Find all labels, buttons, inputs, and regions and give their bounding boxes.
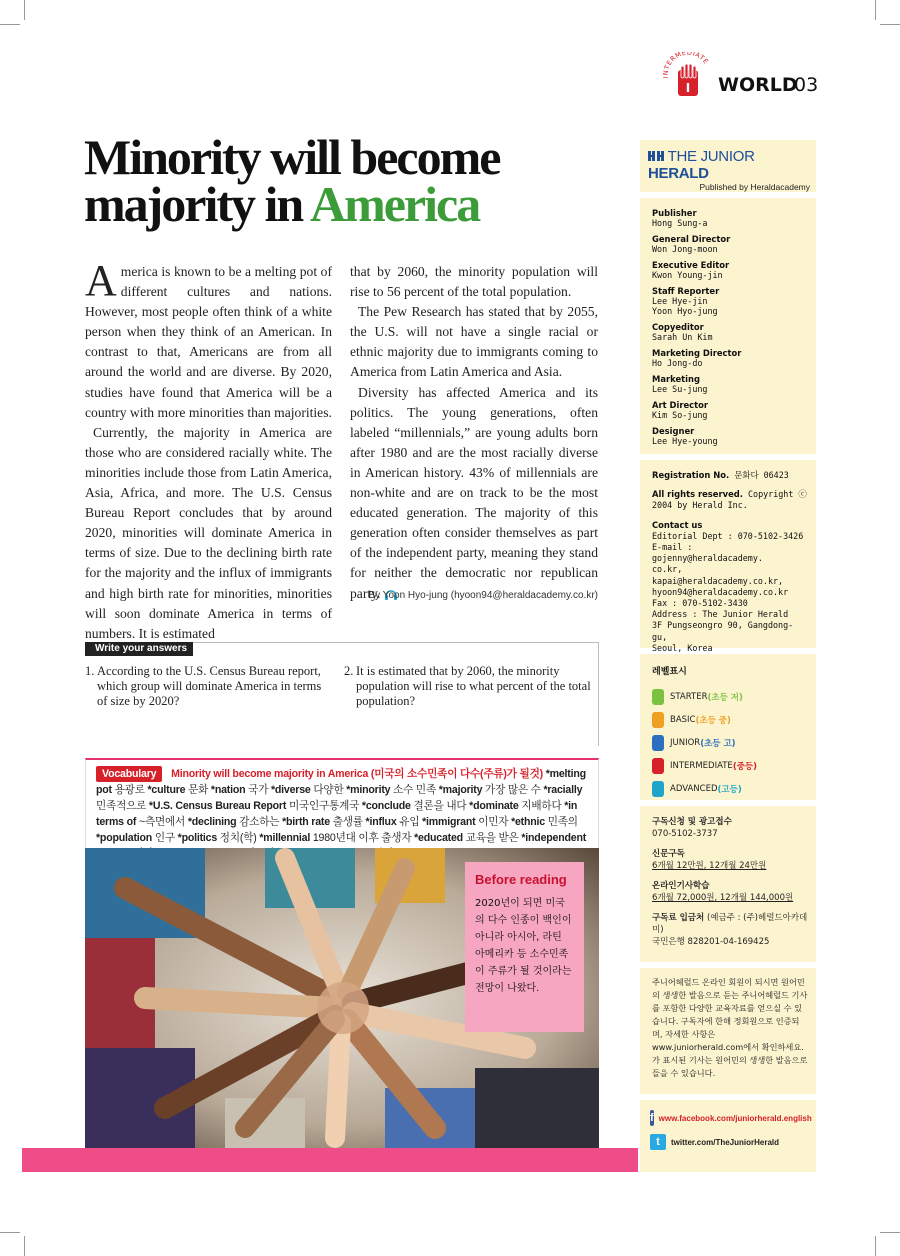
staff-name: Lee Su-jung — [652, 384, 708, 394]
staff-name: Lee Hye-jin — [652, 296, 708, 306]
paper-price: 6개월 12만원, 12개월 24만원 — [652, 861, 767, 871]
vocabulary-item: *immigrant 이민자 — [422, 816, 509, 828]
publication-info-box — [640, 460, 816, 653]
staff-name: Yoon Hyo-jung — [652, 306, 718, 316]
vocabulary-item: *majority 가장 많은 수 — [438, 784, 541, 796]
staff-role: Staff Reporter — [652, 286, 720, 296]
contact-line: E-mail : gojenny@heraldacademy. — [652, 542, 763, 564]
article-paragraph: Currently, the majority in America are those who are considered racially white. The minorities include those from Latin America, Asia, Africa, and more. The U.S. Census Bureau Report concludes that by around 2020, minorities will dominate America in terms of size. Due to the declining birth rate for the majority and the influx of immigrants and high birth rate for minorities, minorities will soon dominate America in terms of numbers. It is estimated — [85, 424, 332, 641]
staff-list — [652, 208, 808, 446]
contact-line: Editorial Dept : 070-5102-3426 — [652, 530, 804, 541]
vocabulary-item: *in terms of ~측면에서 — [96, 800, 578, 828]
vocabulary-item: *politics 정치(학) — [177, 832, 257, 844]
write-answers-label: Write your answers — [85, 642, 193, 656]
staff-name: Sarah Un Kim — [652, 332, 713, 342]
facebook-link[interactable]: f www.facebook.com/juniorherald.english — [650, 1112, 812, 1124]
hand-icon — [652, 758, 664, 774]
staff-role: Art Director — [652, 400, 709, 410]
masthead — [640, 140, 816, 192]
level-item: ADVANCED (고등) — [652, 777, 808, 800]
staff-names — [652, 270, 808, 280]
facebook-icon: f — [650, 1112, 654, 1124]
account-number: 국민은행 828201-04-169425 — [652, 937, 770, 947]
hand-icon — [652, 689, 664, 705]
staff-names — [652, 436, 808, 446]
staff-name: Ho Jong-do — [652, 358, 703, 368]
footer-bar — [22, 1148, 638, 1172]
crop-mark — [880, 24, 900, 25]
hand-icon — [652, 735, 664, 751]
hand-icon — [652, 781, 664, 797]
staff-names — [652, 410, 808, 420]
staff-names — [652, 244, 808, 254]
crop-mark — [24, 1236, 25, 1256]
vocabulary-item: *melting pot 용광로 — [96, 768, 586, 796]
vocabulary-item: *nation 국가 — [210, 784, 269, 796]
article-paragraph: The Pew Research has stated that by 2055, the U.S. will not have a single racial or ethnic majority due to immigrants coming to America from Latin America and Asia. — [350, 304, 598, 380]
question-2: 2. It is estimated that by 2060, the minority population will rise to what percent of the total population? — [344, 664, 591, 708]
staff-role: Designer — [652, 426, 695, 436]
vocabulary-item: *birth rate 출생률 — [282, 816, 363, 828]
twitter-link[interactable]: t twitter.com/TheJuniorHerald — [650, 1130, 810, 1154]
staff-name: Kim So-jung — [652, 410, 708, 420]
contact-label: Contact us — [652, 519, 703, 530]
hand-icon — [652, 712, 664, 728]
staff-names — [652, 296, 808, 316]
vocabulary-item: *declining 감소하는 — [187, 816, 280, 828]
staff-name: Lee Hye-young — [652, 436, 718, 446]
registration-label: Registration No. — [652, 470, 730, 480]
staff-role: Copyeditor — [652, 322, 704, 332]
level-badge — [662, 52, 714, 104]
vocabulary-item: *educated 교육을 받은 — [414, 832, 519, 844]
contact-line: Seoul, Korea — [652, 642, 713, 653]
crop-mark — [875, 0, 876, 20]
staff-names — [652, 384, 808, 394]
staff-role: Publisher — [652, 208, 697, 218]
vocabulary-item: *U.S. Census Bureau Report 미국인구통계국 — [148, 800, 360, 812]
vocabulary-items — [96, 768, 586, 860]
staff-name: Won Jong-moon — [652, 244, 718, 254]
level-item: INTERMEDIATE (중등) — [652, 754, 808, 777]
before-reading-text: 2020년이 되면 미국의 다수 인종이 백인이 아니라 아시아, 라틴 아메리카 등 소수민족이 주류가 될 것이라는 전망이 나왔다. — [475, 898, 572, 994]
vocabulary-title-ko: (미국의 소수민족이 다수(주류)가 될것) — [370, 768, 543, 780]
level-item: STARTER (초등 저) — [652, 685, 808, 708]
contact-line: co.kr, kapai@heraldacademy.co.kr, — [652, 564, 784, 586]
membership-note: 주니어헤럴드 온라인 회원이 되시면 원어민의 생생한 발음으로 듣는 주니어헤럴드 기사를 포함한 다양한 교육자료를 얻으실 수 있습니다. 구독자에 한해 정회원으로 인증되며, 자세한 사항은 www.juniorherald.com에서 확인하세요. 가 표시된 기사는 원어민의 생생한 발음으로 들을 수 있습니다. — [640, 968, 816, 1094]
vocabulary-box — [85, 758, 599, 848]
registration-value: 문화다 06423 — [734, 470, 789, 480]
staff-name: Kwon Young-jin — [652, 270, 723, 280]
article-column-2 — [350, 262, 598, 604]
online-price: 6개월 72,000원, 12개월 144,000원 — [652, 893, 794, 903]
levels-list — [652, 685, 808, 800]
levels-title: 레벨표시 — [652, 667, 687, 677]
contact-details — [652, 531, 808, 665]
paper-title: 신문구독 — [652, 849, 685, 859]
crop-mark — [0, 24, 20, 25]
vocabulary-item: *millennial 1980년대 이후 출생자 — [259, 832, 412, 844]
subscription-box — [640, 806, 816, 962]
before-reading-box — [465, 862, 584, 1032]
level-item: BASIC (초등 중) — [652, 708, 808, 731]
vocabulary-title: Minority will become majority in America — [171, 768, 369, 780]
rights-label: All rights reserved. — [652, 489, 743, 500]
vocabulary-item: *ethnic 민족의 — [511, 816, 578, 828]
crop-mark — [880, 1232, 900, 1233]
published-by: Published by Heraldacademy — [699, 182, 810, 192]
vocabulary-item: *dominate 지배하다 — [469, 800, 562, 812]
byline: By Yoon Hyo-jung (hyoon94@heraldacademy.co.kr) — [368, 590, 598, 601]
subscription-title: 구독신청 및 광고접수 — [652, 817, 732, 827]
twitter-icon: t — [650, 1134, 666, 1150]
level-badge-text: INTERMEDIATE — [662, 52, 711, 79]
level-item: JUNIOR (초등 고) — [652, 731, 808, 754]
rights-value: Copyright ⓒ 2004 by Herald Inc. — [652, 489, 807, 511]
hand-icon — [662, 52, 714, 104]
drop-cap: A — [85, 256, 117, 305]
article-paragraph: America is known to be a melting pot of different cultures and nations. However, most people often think of a white person when they think of an American. In contrast to that, Americans are from all around the world and are diverse. By 2020, studies have found that America will be a country with more minorities than majorities. — [85, 256, 332, 420]
page-number: 03 — [794, 74, 819, 96]
online-title: 온라인기사학습 — [652, 881, 710, 891]
crop-mark — [0, 1232, 20, 1233]
staff-role: Executive Editor — [652, 260, 730, 270]
question-1: 1. According to the U.S. Census Bureau report, which group will dominate America in terms of size by 2020? — [85, 664, 322, 708]
vocabulary-item: *diverse 다양한 — [270, 784, 344, 796]
vocabulary-label: Vocabulary — [96, 766, 162, 782]
before-reading-heading: Before reading — [475, 872, 567, 887]
crop-mark — [24, 0, 25, 20]
vocabulary-item: *conclude 결론을 내다 — [361, 800, 467, 812]
junior-herald-logo: THE JUNIOR HERALD — [648, 148, 755, 182]
account-holder: (예금주 : (주)헤럴드아카데미) — [652, 913, 808, 935]
title-line-1: Minority will become — [84, 129, 500, 185]
vocabulary-item: *influx 유입 — [365, 816, 420, 828]
vocabulary-item: *population 인구 — [96, 832, 175, 844]
svg-text:I: I — [685, 81, 691, 95]
staff-role: Marketing — [652, 374, 700, 384]
levels-box — [640, 654, 816, 800]
staff-name: Hong Sung-a — [652, 218, 708, 228]
section-label: WORLD — [718, 74, 798, 96]
contact-line: Address : The Junior Herald — [652, 609, 789, 620]
logo-mark-icon — [648, 150, 664, 162]
staff-names — [652, 332, 808, 342]
staff-role: General Director — [652, 234, 731, 244]
account-title: 구독료 입금처 — [652, 913, 705, 923]
social-box — [640, 1100, 816, 1172]
staff-box — [640, 198, 816, 454]
contact-line: Fax : 070-5102-3430 — [652, 598, 748, 609]
article-paragraph: that by 2060, the minority population will rise to 56 percent of the total population. — [350, 264, 598, 300]
contact-line: 3F Pungseongro 90, Gangdong-gu, — [652, 620, 794, 642]
vocabulary-item: *racially 민족적으로 — [96, 784, 583, 812]
vocabulary-item: *independent — [521, 832, 587, 844]
contact-line: hyoon94@heraldacademy.co.kr — [652, 586, 789, 597]
subscription-phone: 070-5102-3737 — [652, 829, 718, 839]
staff-names — [652, 218, 808, 228]
title-line-2-prefix: majority in — [84, 176, 310, 232]
article-paragraph: Diversity has affected America and its politics. The young generations, often labeled “millennials,” are young adults born after 1980 and are the most racially diverse in American history. 43% of millennials are non-white and are on track to be the most educated generation. The majority of this generation often consider themselves as part of the independent party, meaning they stand for neither the democratic nor republican party. — [350, 384, 598, 601]
vocabulary-item: *culture 문화 — [147, 784, 209, 796]
crop-mark — [875, 1236, 876, 1256]
vocabulary-item: *minority 소수 민족 — [346, 784, 436, 796]
article-title — [84, 129, 624, 232]
staff-names — [652, 358, 808, 368]
staff-role: Marketing Director — [652, 348, 742, 358]
title-highlight: America — [309, 176, 480, 232]
article-column-1 — [85, 256, 332, 644]
